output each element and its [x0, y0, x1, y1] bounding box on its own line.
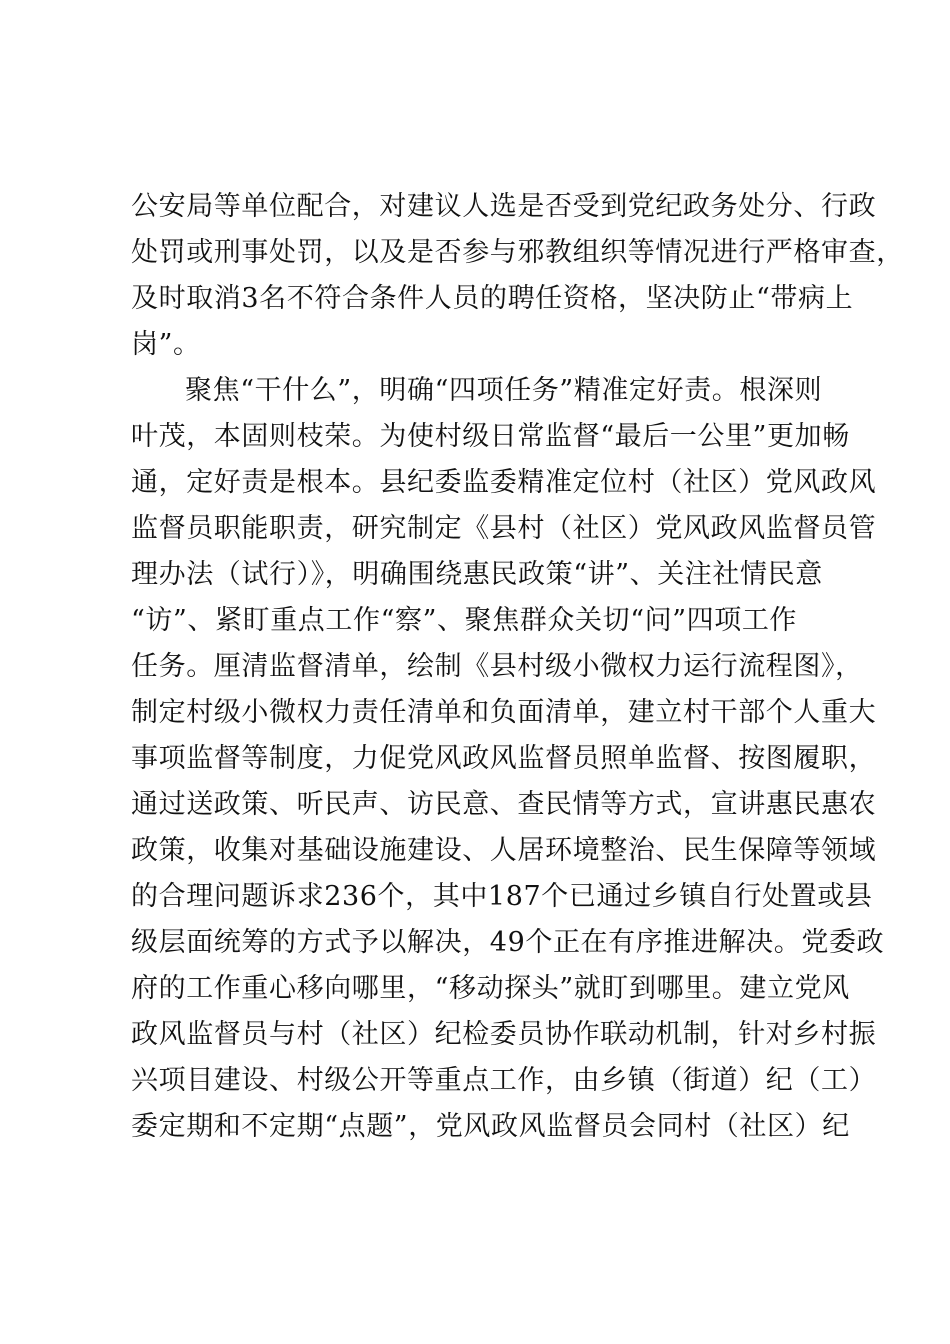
text-line-16: 的合理问题诉求236个，其中187个已通过乡镇自行处置或县: [131, 881, 873, 912]
text-line-13: 事项监督等制度，力促党风政风监督员照单监督、按图履职，: [131, 743, 877, 774]
text-line-8: 监督员职能职责，研究制定《县村（社区）党风政风监督员管: [131, 513, 877, 544]
text-line-12: 制定村级小微权力责任清单和负面清单，建立村干部个人重大: [131, 697, 877, 728]
text-line-18: 府的工作重心移向哪里，“移动探头”就盯到哪里。建立党风: [131, 973, 850, 1004]
text-line-19: 政风监督员与村（社区）纪检委员协作联动机制，针对乡村振: [131, 1019, 877, 1050]
text-line-9: 理办法（试行）》，明确围绕惠民政策“讲”、关注社情民意: [131, 559, 823, 590]
text-line-7: 通，定好责是根本。县纪委监委精准定位村（社区）党风政风: [131, 467, 877, 498]
text-line-2: 处罚或刑事处罚，以及是否参与邪教组织等情况进行严格审查，: [131, 237, 904, 268]
text-line-17: 级层面统筹的方式予以解决，49个正在有序推进解决。党委政: [131, 927, 885, 958]
body-text: [131, 184, 904, 1150]
text-line-10: “访”、紧盯重点工作“察”、聚焦群众关切“问”四项工作: [131, 605, 798, 636]
text-line-21: 委定期和不定期“点题”，党风政风监督员会同村（社区）纪: [131, 1111, 850, 1142]
text-line-3: 及时取消3名不符合条件人员的聘任资格，坚决防止“带病上: [131, 283, 854, 314]
text-line-1: 公安局等单位配合，对建议人选是否受到党纪政务处分、行政: [131, 191, 877, 222]
text-line-6: 叶茂，本固则枝荣。为使村级日常监督“最后一公里”更加畅: [131, 421, 850, 452]
text-line-15: 政策，收集对基础设施建设、人居环境整治、民生保障等领域: [131, 835, 877, 866]
paragraph-2-first-line: 聚焦“干什么”，明确“四项任务”精准定好责。根深则: [185, 375, 823, 406]
text-line-4: 岗”。: [131, 329, 201, 360]
text-line-20: 兴项目建设、村级公开等重点工作，由乡镇（街道）纪（工）: [131, 1065, 877, 1096]
text-line-14: 通过送政策、听民声、访民意、查民情等方式，宣讲惠民惠农: [131, 789, 877, 820]
text-line-11: 任务。厘清监督清单，绘制《县村级小微权力运行流程图》，: [131, 651, 863, 682]
